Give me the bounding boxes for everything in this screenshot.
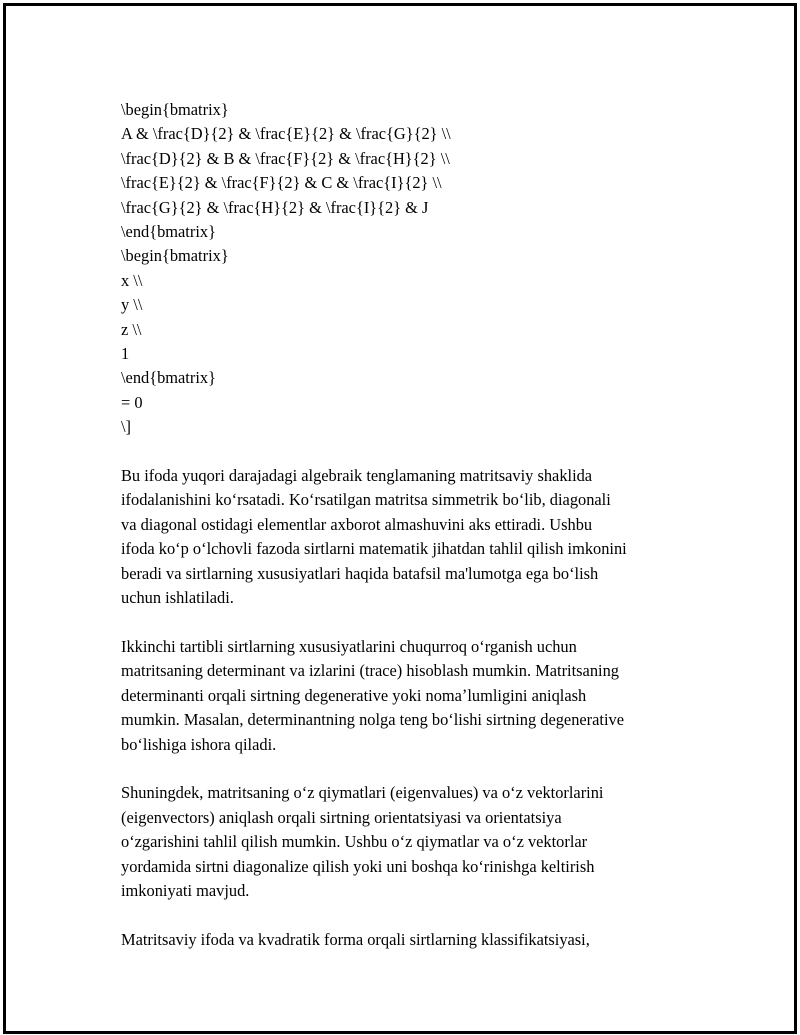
latex-line: A & \frac{D}{2} & \frac{E}{2} & \frac{G}{2} \\ [121,124,451,144]
text-line: imkoniyati mavjud. [121,880,250,900]
text-line: beradi va sirtlarning xususiyatlari haqida batafsil ma'lumotga ega boʻlish [121,563,599,583]
text-line: Ikkinchi tartibli sirtlarning xususiyatlarini chuqurroq oʻrganish uchun [121,636,577,656]
document-page [3,3,797,1034]
latex-line: \begin{bmatrix} [121,246,229,266]
latex-line: \frac{G}{2} & \frac{H}{2} & \frac{I}{2} & J [121,197,429,217]
text-line: (eigenvectors) aniqlash orqali sirtning orientatsiyasi va orientatsiya [121,807,562,827]
text-line: boʻlishiga ishora qiladi. [121,734,277,754]
latex-line: \] [121,417,132,437]
text-line: uchun ishlatiladi. [121,588,234,608]
paragraph [121,781,701,903]
text-line: ifodalanishini koʻrsatadi. Koʻrsatilgan matritsa simmetrik boʻlib, diagonali [121,490,611,510]
latex-line: x \\ [121,270,143,290]
text-line: Matritsaviy ifoda va kvadratik forma orqali sirtlarning klassifikatsiyasi, [121,929,590,949]
paragraph [121,635,701,757]
text-line: oʻzgarishini tahlil qilish mumkin. Ushbu oʻz qiymatlar va oʻz vektorlar [121,832,588,852]
latex-line: \end{bmatrix} [121,222,216,242]
latex-block [121,98,701,440]
text-line: Bu ifoda yuqori darajadagi algebraik tenglamaning matritsaviy shaklida [121,466,593,486]
latex-line: y \\ [121,295,143,315]
latex-line: z \\ [121,319,142,339]
text-line: Shuningdek, matritsaning oʻz qiymatlari (eigenvalues) va oʻz vektorlarini [121,783,604,803]
latex-line: \begin{bmatrix} [121,100,229,119]
latex-line: \frac{E}{2} & \frac{F}{2} & C & \frac{I}{2} \\ [121,173,442,193]
latex-line: \end{bmatrix} [121,368,216,388]
text-line: matritsaning determinant va izlarini (trace) hisoblash mumkin. Matritsaning [121,661,619,681]
paragraph [121,464,701,610]
latex-line: \frac{D}{2} & B & \frac{F}{2} & \frac{H}{2} \\ [121,148,450,168]
text-line: yordamida sirtni diagonalize qilish yoki uni boshqa koʻrinishga keltirish [121,856,595,876]
text-line: va diagonal ostidagi elementlar axborot almashuvini aks ettiradi. Ushbu [121,514,593,534]
latex-line: 1 [121,344,130,364]
text-line: determinanti orqali sirtning degenerative yoki nomaʼlumligini aniqlash [121,685,587,705]
latex-line: = 0 [121,392,143,412]
text-line: ifoda koʻp oʻlchovli fazoda sirtlarni matematik jihatdan tahlil qilish imkonini [121,539,627,559]
document-content [121,98,701,952]
paragraph [121,928,701,952]
text-line: mumkin. Masalan, determinantning nolga teng boʻlishi sirtning degenerative [121,710,624,730]
